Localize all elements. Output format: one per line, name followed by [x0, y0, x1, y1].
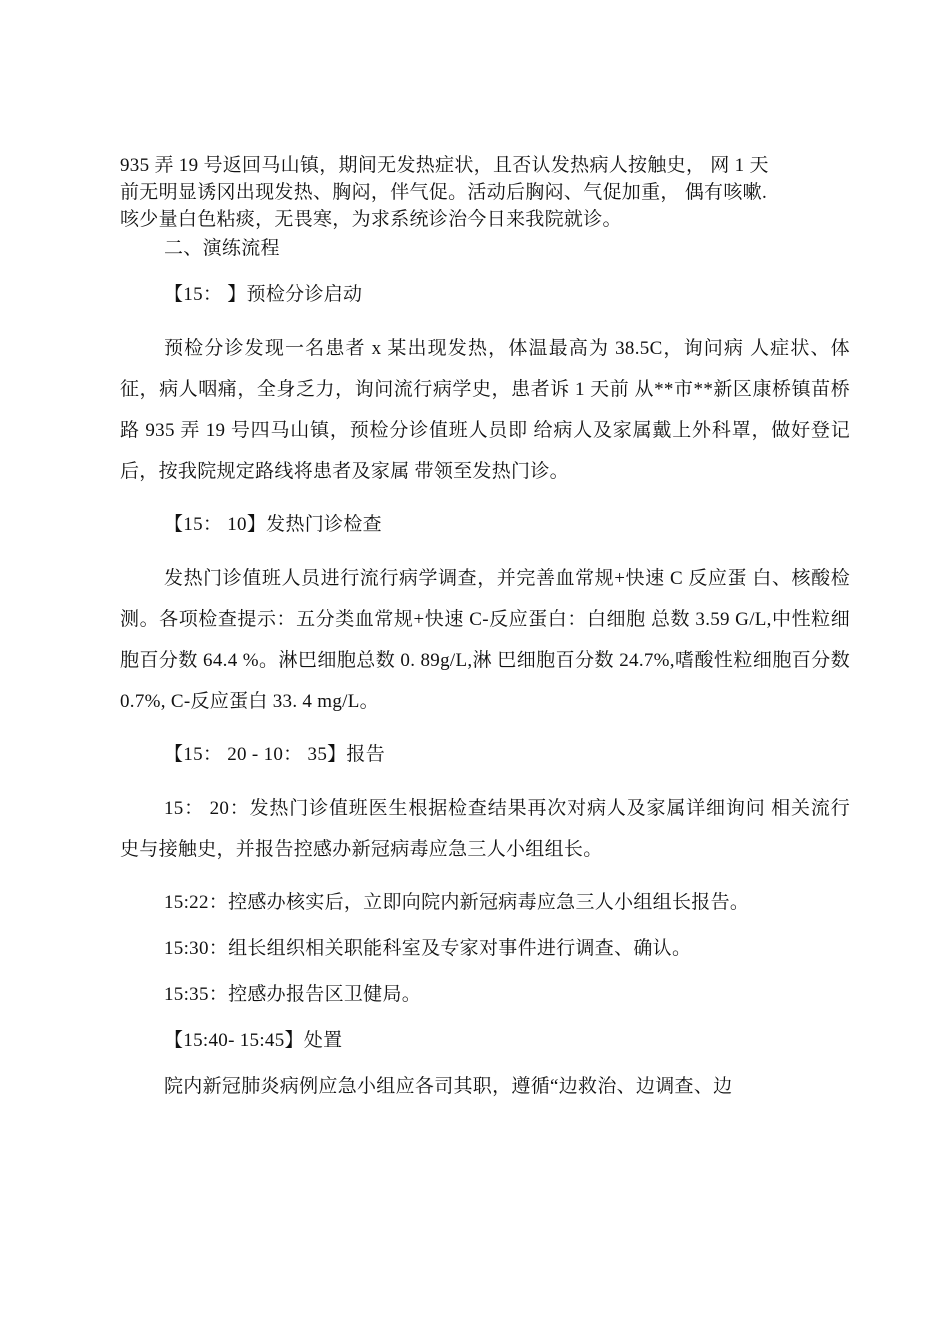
block-paragraph: 15： 20：发热门诊值班医生根据检查结果再次对病人及家属详细询问 相关流行史与接触史，并报告控感办新冠病毒应急三人小组组长。 — [120, 798, 850, 860]
block-heading: 【15： 10】发热门诊检查 — [164, 514, 382, 535]
block-heading: 【15： 20 - 10： 35】报告 — [164, 744, 386, 765]
block-paragraph: 预检分诊发现一名患者 x 某出现发热，体温最高为 38.5C，询问病 人症状、体征，病人咽痛，全身乏力，询问流行病学史，患者诉 1 天前 从**市**新区康桥镇苗桥路 935 弄 19 号四马山镇，预检分诊值班人员即 给病人及家属戴上外科罩，做好登记后，按我院规定路线将患者及家属 带领至发热门诊。 — [120, 338, 850, 482]
block-heading: 【15： 】预检分诊启动 — [164, 284, 363, 305]
intro-line: 咳少量白色粘痰，无畏寒，为求系统诊治今日来我院就诊。 — [120, 209, 622, 230]
final-paragraph: 院内新冠肺炎病例应急小组应各司其职，遵循“边救治、边调查、边 — [164, 1076, 733, 1097]
intro-line: 935 弄 19 号返回马山镇，期间无发热症状，且否认发热病人按触史， 网 1 天 — [120, 155, 769, 176]
intro-paragraph — [120, 152, 840, 233]
final-heading: 【15:40- 15:45】处置 — [164, 1030, 343, 1051]
timeline-entry: 15:22：控感办核实后，立即向院内新冠病毒应急三人小组组长报告。 — [164, 892, 750, 913]
timeline-entry: 15:35：控感办报告区卫健局。 — [164, 984, 422, 1005]
section-title: 二、演练流程 — [164, 238, 280, 259]
block-paragraph: 发热门诊值班人员进行流行病学调查，并完善血常规+快速 C 反应蛋 白、核酸检测。各项检查提示：五分类血常规+快速 C-反应蛋白：白细胞 总数 3.59 G/L,中性粒细胞百分数 64.4 %。淋巴细胞总数 0. 89g/L,淋 巴细胞百分数 24.7%,嗜酸性粒细胞百分数 0.7%, C-反应蛋白 33. 4 mg/L。 — [120, 568, 850, 712]
intro-line: 前无明显诱冈出现发热、胸闷，伴气促。活动后胸闷、气促加重， 偶有咳嗽. — [120, 182, 768, 203]
timeline-entry: 15:30：组长组织相关职能科室及专家对事件进行调查、确认。 — [164, 938, 692, 959]
document-body — [120, 236, 850, 1100]
